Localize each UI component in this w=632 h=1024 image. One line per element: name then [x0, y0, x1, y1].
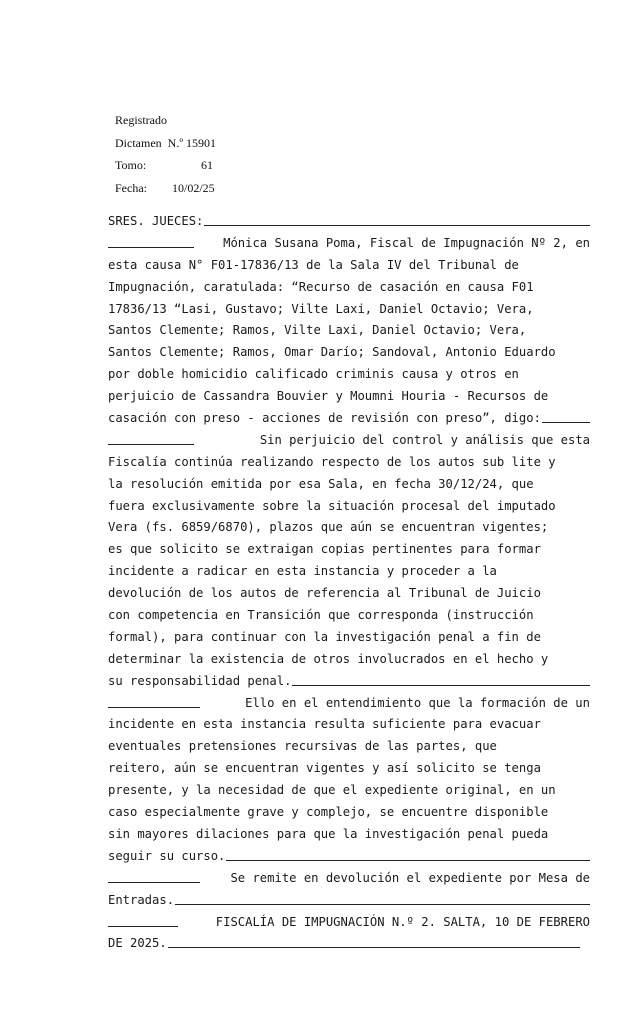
- dictamen-number: N.º 15901: [167, 135, 217, 150]
- paragraph-1-text-4: 17836/13 “Lasi, Gustavo; Vilte Laxi, Daniel Octavio; Vera,: [108, 301, 534, 316]
- paragraph-2-line-3: [108, 474, 590, 496]
- paragraph-4-text-1: Se remite en devolución el expediente por Mesa de: [230, 870, 590, 885]
- closing-text-1: FISCALÍA DE IMPUGNACIÓN N.º 2. SALTA, 10 DE FEBRERO: [215, 914, 590, 929]
- salutation: SRES. JUECES:: [108, 214, 204, 228]
- paragraph-1-tail-fill: [542, 408, 590, 423]
- paragraph-2-line-8: [108, 583, 590, 605]
- paragraph-4-line-1: [108, 868, 590, 890]
- paragraph-4-tail-fill: [175, 890, 590, 905]
- paragraph-3-line-8: [108, 846, 590, 868]
- paragraph-3-line-1: [108, 693, 590, 715]
- paragraph-4-text-2: Entradas.: [108, 892, 175, 907]
- paragraph-2-text-5: Vera (fs. 6859/6870), plazos que aún se encuentran vigentes;: [108, 520, 549, 535]
- paragraph-1-line-6: [108, 342, 590, 364]
- dictamen-label: Dictamen: [115, 135, 162, 150]
- tomo-value: 61: [201, 158, 213, 172]
- registry-stamp: [115, 109, 216, 199]
- salutation-line: [108, 211, 590, 233]
- paragraph-1-text-2: esta causa N° F01-17836/13 de la Sala IV del Tribunal de: [108, 257, 519, 272]
- closing-text-2: DE 2025.: [108, 936, 167, 951]
- paragraph-4-line-2: [108, 890, 590, 912]
- registry-dictamen-row: [115, 132, 216, 155]
- paragraph-2-text-2: Fiscalía continúa realizando respecto de los autos sub lite y: [108, 454, 556, 469]
- paragraph-3-line-6: [108, 802, 590, 824]
- paragraph-1-text-9: casación con preso - acciones de revisión con preso”, digo:: [108, 411, 541, 426]
- paragraph-3-text-5: presente, y la necesidad de que el expediente original, en un: [108, 783, 556, 798]
- paragraph-1-line-3: [108, 277, 590, 299]
- paragraph-2-line-4: [108, 496, 590, 518]
- paragraph-3-line-2: [108, 714, 590, 736]
- paragraph-3-text-3: eventuales pretensiones recursivas de las partes, que: [108, 739, 497, 754]
- paragraph-2-text-8: devolución de los autos de referencia al Tribunal de Juicio: [108, 586, 541, 601]
- closing-line-1: [108, 912, 590, 934]
- paragraph-2-text-3: la resolución emitida por esa Sala, en fecha 30/12/24, que: [108, 476, 534, 491]
- paragraph-1-text-1: Mónica Susana Poma, Fiscal de Impugnación Nº 2, en: [223, 235, 590, 250]
- paragraph-2-text-12: su responsabilidad penal.: [108, 673, 292, 688]
- paragraph-2-line-10: [108, 627, 590, 649]
- fecha-label: Fecha:: [115, 180, 147, 195]
- paragraph-2-text-11: determinar la existencia de otros involucrados en el hecho y: [108, 651, 549, 666]
- paragraph-1-line-9: [108, 408, 590, 430]
- paragraph-3-text-7: sin mayores dilaciones para que la investigación penal pueda: [108, 826, 549, 841]
- paragraph-1-line-7: [108, 364, 590, 386]
- paragraph-2-line-12: [108, 671, 590, 693]
- paragraph-1-line-4: [108, 299, 590, 321]
- paragraph-2-text-4: fuera exclusivamente sobre la situación procesal del imputado: [108, 498, 556, 513]
- paragraph-2-line-2: [108, 452, 590, 474]
- paragraph-3-text-4: reitero, aún se encuentran vigentes y así solicito se tenga: [108, 761, 541, 776]
- paragraph-2-line-6: [108, 539, 590, 561]
- indent-fill: [108, 233, 194, 248]
- paragraph-3-line-3: [108, 736, 590, 758]
- paragraph-3-text-8: seguir su curso.: [108, 848, 226, 863]
- registered-label: Registrado: [115, 113, 167, 127]
- paragraph-2-text-6: es que solicito se extraigan copias pertinentes para formar: [108, 542, 541, 557]
- indent-fill: [108, 912, 178, 927]
- paragraph-2-text-9: con competencia en Transición que corresponda (instrucción: [108, 608, 534, 623]
- paragraph-1-line-1: [108, 233, 590, 255]
- indent-fill: [108, 868, 200, 883]
- paragraph-1-line-8: [108, 386, 590, 408]
- paragraph-2-text-7: incidente a radicar en esta instancia y proceder a la: [108, 564, 497, 579]
- paragraph-3-text-1: Ello en el entendimiento que la formación de un: [245, 695, 590, 710]
- registry-fecha-row: [115, 177, 216, 200]
- paragraph-1-line-2: [108, 255, 590, 277]
- paragraph-2-line-5: [108, 517, 590, 539]
- paragraph-2-text-10: formal), para continuar con la investigación penal a fin de: [108, 629, 541, 644]
- paragraph-2-line-9: [108, 605, 590, 627]
- paragraph-3-text-6: caso especialmente grave y complejo, se encuentre disponible: [108, 805, 549, 820]
- tomo-label: Tomo:: [115, 158, 147, 172]
- closing-tail-fill: [168, 933, 580, 948]
- paragraph-2-line-1: [108, 430, 590, 452]
- paragraph-2-line-7: [108, 561, 590, 583]
- closing-line-2: [108, 933, 590, 955]
- paragraph-3-line-4: [108, 758, 590, 780]
- paragraph-1-text-3: Impugnación, caratulada: “Recurso de casación en causa F01: [108, 279, 534, 294]
- paragraph-1-text-6: Santos Clemente; Ramos, Omar Darío; Sandoval, Antonio Eduardo: [108, 345, 556, 360]
- paragraph-2-line-11: [108, 649, 590, 671]
- paragraph-1-text-5: Santos Clemente; Ramos, Vilte Laxi, Daniel Octavio; Vera,: [108, 323, 527, 338]
- salutation-fill: [204, 211, 590, 226]
- paragraph-3-text-2: incidente en esta instancia resulta suficiente para evacuar: [108, 717, 541, 732]
- paragraph-3-tail-fill: [226, 846, 590, 861]
- document-body: [108, 211, 590, 955]
- paragraph-1-text-8: perjuicio de Cassandra Bouvier y Moumni Houria - Recursos de: [108, 389, 549, 404]
- paragraph-1-text-7: por doble homicidio calificado criminis causa y otros en: [108, 367, 519, 382]
- registry-registered-row: [115, 109, 216, 132]
- fecha-value: 10/02/25: [172, 180, 215, 195]
- registry-tomo-row: [115, 154, 216, 177]
- paragraph-2-text-1: Sin perjuicio del control y análisis que esta: [259, 432, 590, 447]
- paragraph-1-line-5: [108, 320, 590, 342]
- paragraph-3-line-7: [108, 824, 590, 846]
- indent-fill: [108, 693, 200, 708]
- paragraph-2-tail-fill: [292, 671, 590, 686]
- indent-fill: [108, 430, 194, 445]
- paragraph-3-line-5: [108, 780, 590, 802]
